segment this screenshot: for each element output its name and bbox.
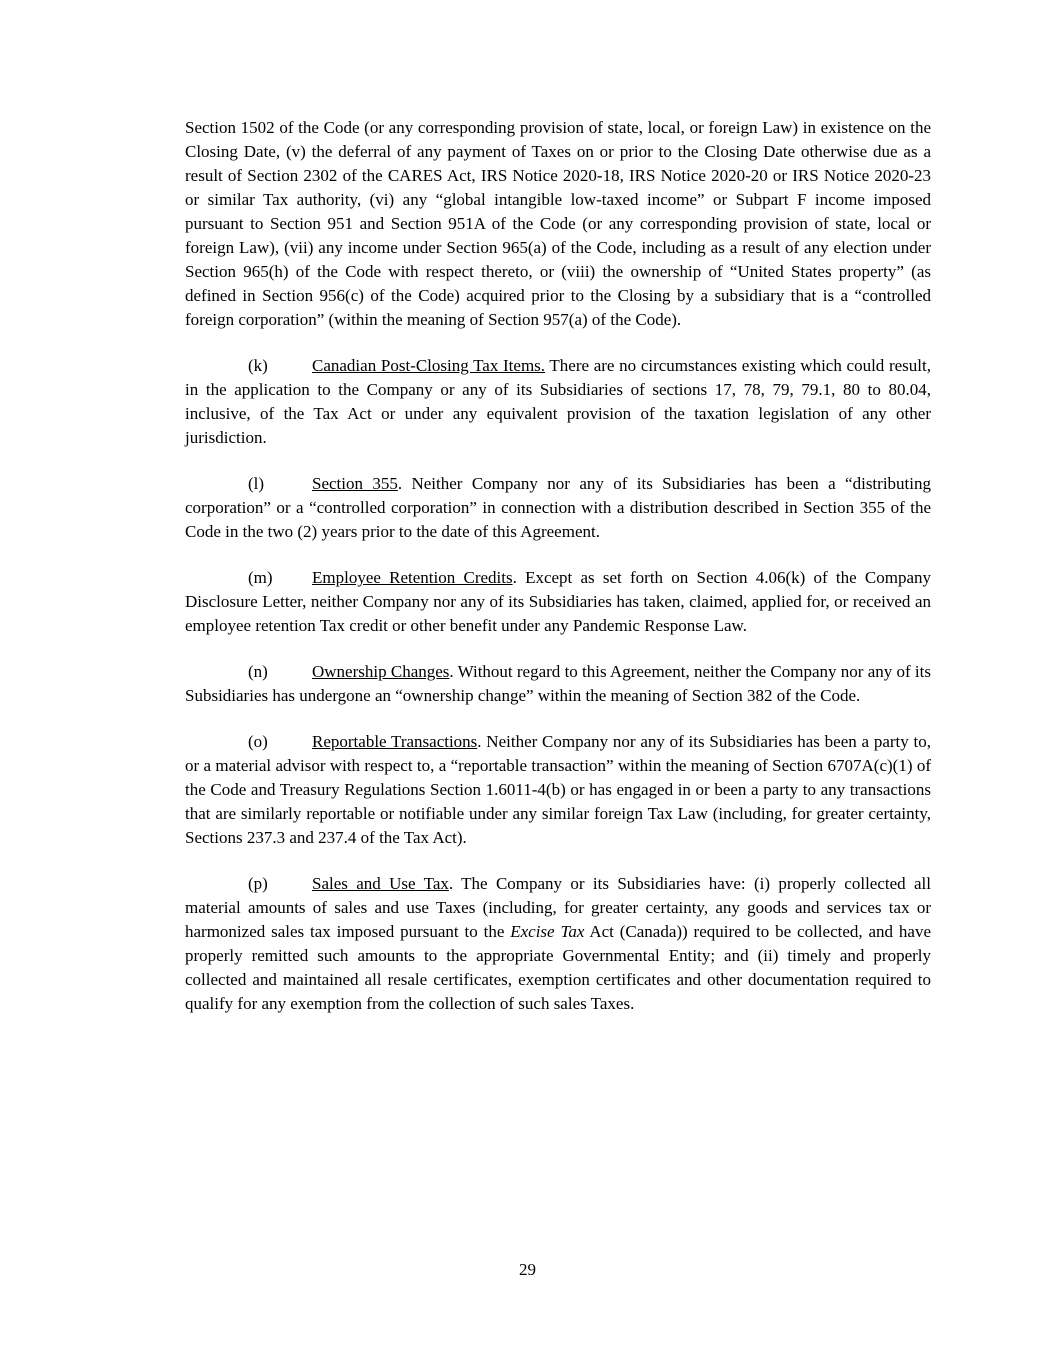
paragraph-l-body: . Neither Company nor any of its Subsidiaries has been a “distributing corporation” or a “controlled corporation” in connection with a distribution described in Section 355 of the Code in the two (2) years prior to the date of this Agreement. bbox=[185, 474, 931, 541]
page-number: 29 bbox=[519, 1260, 536, 1279]
paragraph-o-body: . Neither Company nor any of its Subsidiaries has been a party to, or a material advisor with respect to, a “reportable transaction” within the meaning of Section 6707A(c)(1) of the Code and Treasury Regulations Section 1.6011-4(b) or has engaged in or been a party to any transactions that are similarly reportable or notifiable under any similar foreign Tax Law (including, for greater certainty, Sections 237.3 and 237.4 of the Tax Act). bbox=[185, 732, 931, 847]
paragraph-l-label: (l) bbox=[248, 474, 265, 493]
paragraph-n bbox=[185, 660, 931, 708]
paragraph-m-body: . Except as set forth on Section 4.06(k) of the Company Disclosure Letter, neither Company nor any of its Subsidiaries has taken, claimed, applied for, or received an employee retention Tax credit or other benefit under any Pandemic Response Law. bbox=[185, 568, 931, 635]
paragraph-k-body: There are no circumstances existing which could result, in the application to the Company or any of its Subsidiaries of sections 17, 78, 79, 79.1, 80 to 80.04, inclusive, of the Tax Act or under any equivalent provision of the taxation legislation of any other jurisdiction. bbox=[185, 356, 931, 447]
paragraph-p-body-after: Act (Canada)) required to be collected, and have properly remitted such amounts to the appropriate Governmental Entity; and (ii) timely and properly collected and maintained all resale certificates, exemption certificates and other documentation required to qualify for any exemption from the collection of such sales Taxes. bbox=[185, 922, 931, 1013]
paragraph-k-label: (k) bbox=[248, 356, 268, 375]
paragraph-o-heading: Reportable Transactions bbox=[312, 732, 478, 751]
paragraph-m bbox=[185, 566, 931, 638]
paragraph-l bbox=[185, 472, 931, 544]
paragraph-m-heading: Employee Retention Credits bbox=[312, 568, 513, 587]
paragraph-o bbox=[185, 730, 931, 850]
intro-text: Section 1502 of the Code (or any corresponding provision of state, local, or foreign Law) in existence on the Closing Date, (v) the deferral of any payment of Taxes on or prior to the Closing Date otherwise due as a result of Section 2302 of the CARES Act, IRS Notice 2020-18, IRS Notice 2020-20 or IRS Notice 2020-23 or similar Tax authority, (vi) any “global intangible low-taxed income” or Subpart F income imposed pursuant to Section 951 and Section 951A of the Code (or any corresponding provision of state, local or foreign Law), (vii) any income under Section 965(a) of the Code, including as a result of any election under Section 965(h) of the Code with respect thereto, or (viii) the ownership of “United States property” (as defined in Section 956(c) of the Code) acquired prior to the Closing by a subsidiary that is a “controlled foreign corporation” (within the meaning of Section 957(a) of the Code). bbox=[185, 118, 931, 329]
paragraph-intro-continuation bbox=[185, 116, 931, 332]
paragraph-p-heading: Sales and Use Tax bbox=[312, 874, 449, 893]
paragraph-n-label: (n) bbox=[248, 662, 268, 681]
paragraph-p-label: (p) bbox=[248, 874, 268, 893]
paragraph-m-label: (m) bbox=[248, 568, 273, 587]
paragraph-n-body: . Without regard to this Agreement, neither the Company nor any of its Subsidiaries has undergone an “ownership change” within the meaning of Section 382 of the Code. bbox=[185, 662, 931, 705]
paragraph-o-label: (o) bbox=[248, 732, 268, 751]
paragraph-p bbox=[185, 872, 931, 1016]
paragraph-l-heading: Section 355 bbox=[312, 474, 398, 493]
paragraph-k-heading: Canadian Post-Closing Tax Items. bbox=[312, 356, 546, 375]
paragraph-n-heading: Ownership Changes bbox=[312, 662, 450, 681]
paragraph-p-statute-name: Excise Tax bbox=[510, 922, 585, 941]
text-block bbox=[185, 116, 931, 1038]
paragraph-k bbox=[185, 354, 931, 450]
paragraph-p-body-before: . The Company or its Subsidiaries have: (i) properly collected all material amounts of sales and use Taxes (including, for greater certainty, any goods and services tax or harmonized sales tax imposed pursuant to the bbox=[185, 874, 932, 941]
